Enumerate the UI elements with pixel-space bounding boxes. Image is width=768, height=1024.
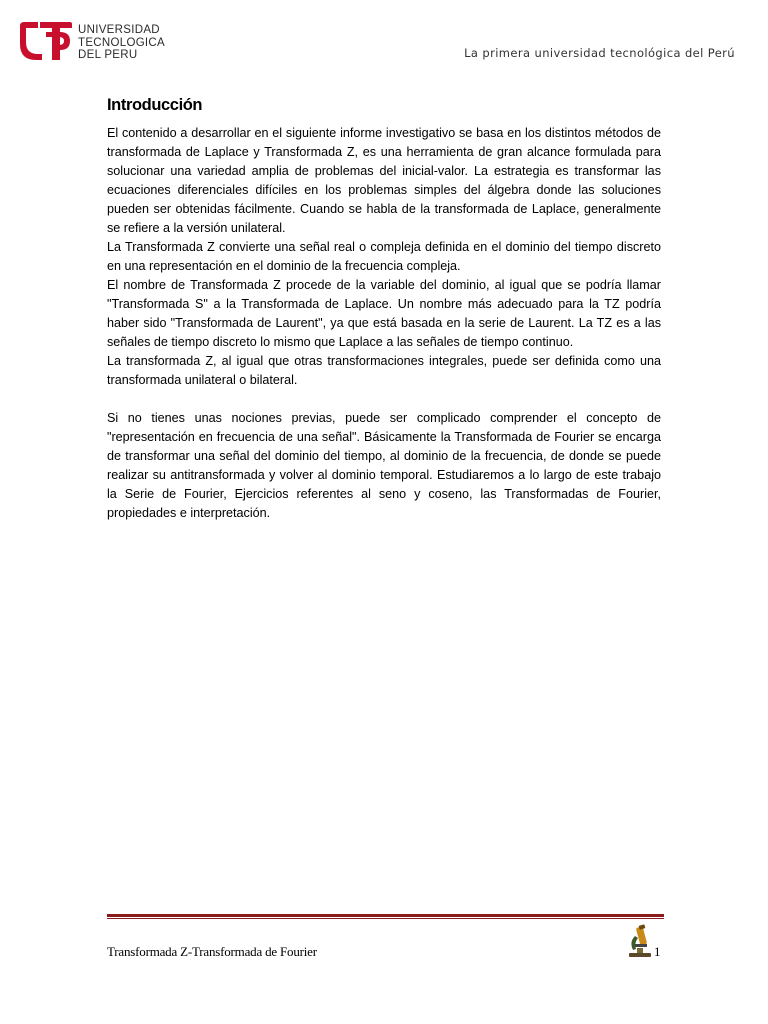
microscope-icon xyxy=(627,924,653,958)
footer-rule-thin xyxy=(107,918,664,919)
footer-rule xyxy=(107,914,664,917)
logo-line-1: UNIVERSIDAD xyxy=(78,24,160,36)
page-number: 1 xyxy=(654,944,661,959)
paragraph: La transformada Z, al igual que otras transformaciones integrales, puede ser definida como una transformada unilateral o bilateral. xyxy=(107,354,661,387)
university-name xyxy=(78,24,188,62)
footer-title: Transformada Z-Transformada de Fourier xyxy=(107,944,317,959)
utp-logo-mark-icon xyxy=(16,20,74,64)
paragraph: El nombre de Transformada Z procede de la variable del dominio, al igual que se podría llamar "Transformada S" a la Transformada de Laplace. Un nombre más adecuado para la TZ podría haber sido "Transformada de Laurent", ya que está basada en la serie de Laurent. La TZ es a las señales de tiempo discreto lo mismo que Laplace a las señales de tiempo continuo. xyxy=(107,278,661,349)
page-header xyxy=(0,0,768,80)
university-logo xyxy=(16,20,176,66)
document-body xyxy=(107,92,661,523)
logo-line-3: DEL PERU xyxy=(78,49,138,61)
paragraph: La Transformada Z convierte una señal real o compleja definida en el dominio del tiempo discreto en una representación en el dominio de la frecuencia compleja. xyxy=(107,240,661,273)
logo-line-2: TECNOLOGICA xyxy=(78,36,166,49)
section-title: Introducción xyxy=(107,96,203,114)
header-tagline: La primera universidad tecnológica del Perú xyxy=(464,46,735,60)
paragraph: El contenido a desarrollar en el siguiente informe investigativo se basa en los distintos métodos de transformada de Laplace y Transformada Z, es una herramienta de gran alcance formulada para solucionar una variedad amplia de problemas del inicial-valor. La estrategia es transformar las ecuaciones diferenciales difíciles en los problemas simples del álgebra donde las soluciones pueden ser obtenidas fácilmente. Cuando se habla de la transformada de Laplace, generalmente se refiere a la versión unilateral. xyxy=(107,126,661,235)
paragraph: Si no tienes unas nociones previas, puede ser complicado comprender el concepto de "representación en frecuencia de una señal". Básicamente la Transformada de Fourier se encarga de transformar una señal del dominio del tiempo, al dominio de la frecuencia, de donde se puede realizar su antitransformada y volver al dominio temporal. Estudiaremos a lo largo de este trabajo la Serie de Fourier, Ejercicios referentes al seno y coseno, las Transformadas de Fourier, propiedades e interpretación. xyxy=(107,411,661,520)
